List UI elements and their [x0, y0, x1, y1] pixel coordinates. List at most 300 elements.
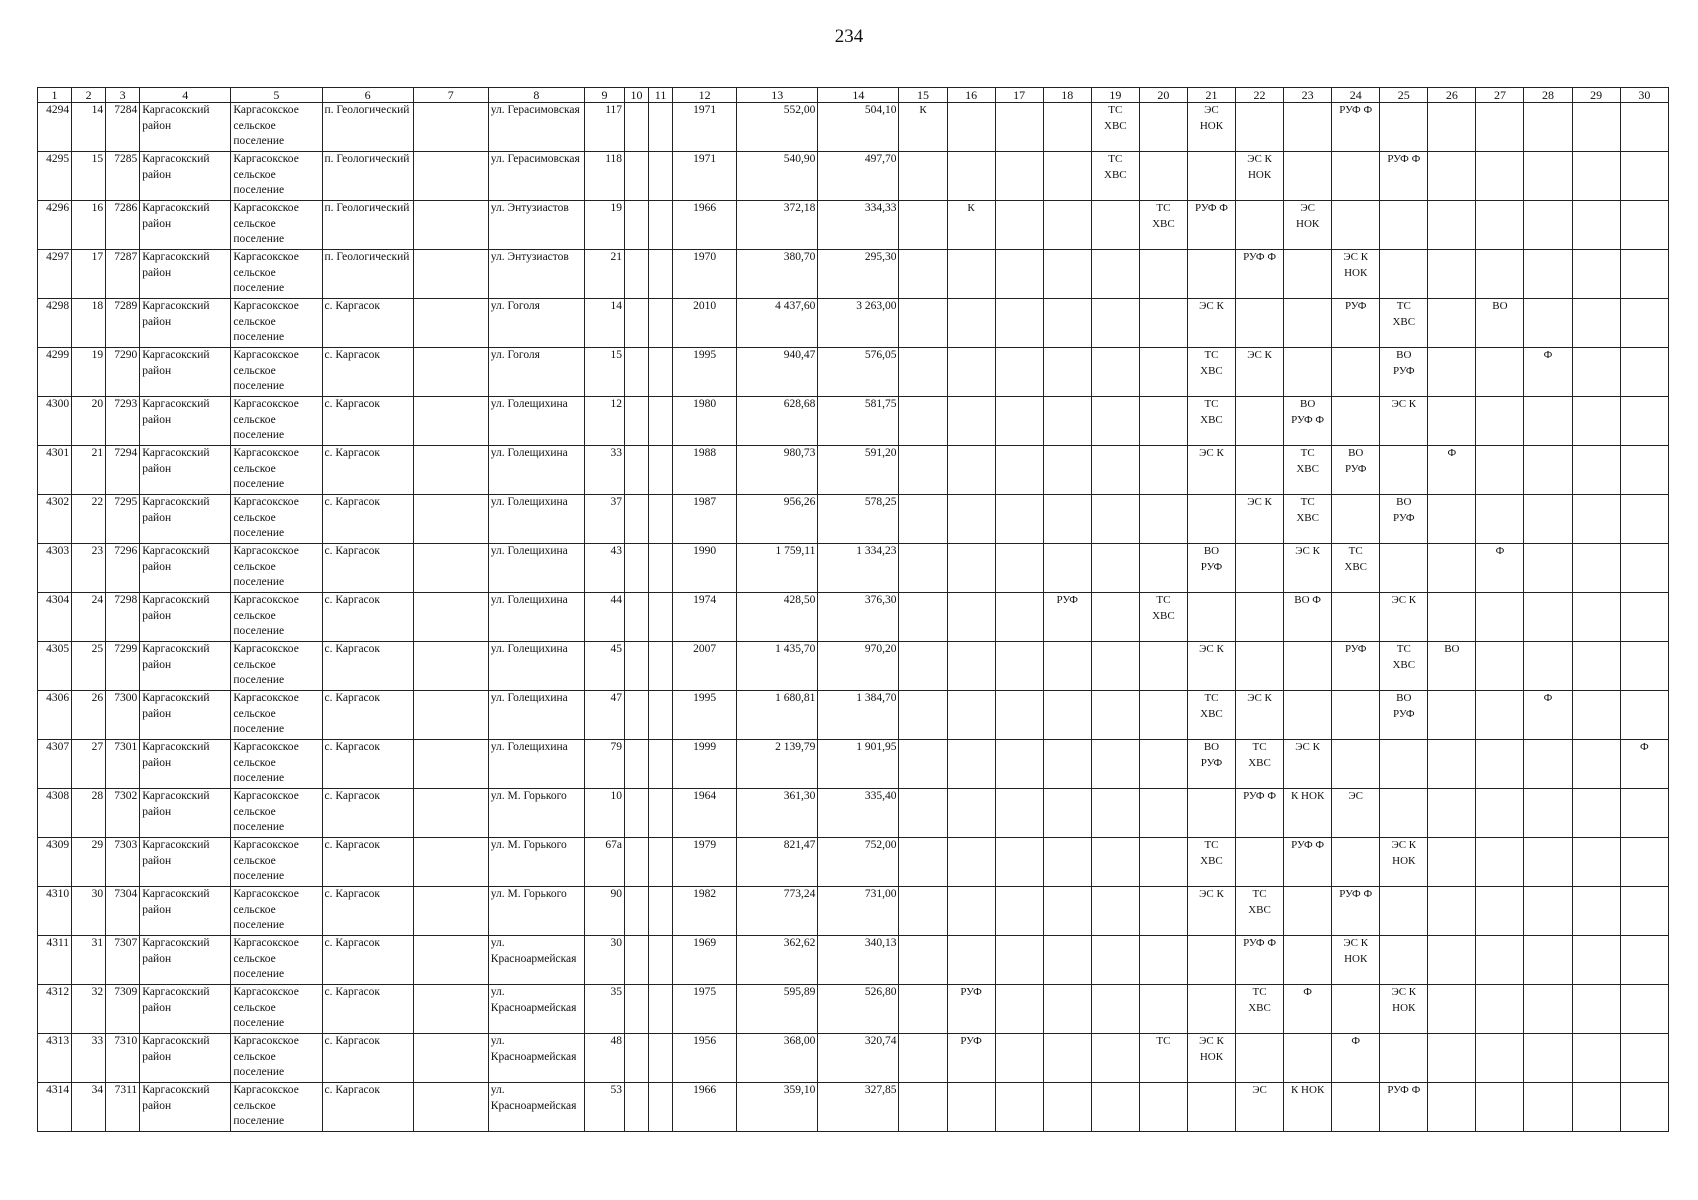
cell-col-14: 752,00 [818, 838, 899, 887]
cell-col-12: 1995 [673, 348, 737, 397]
cell-col-1: 4297 [38, 250, 72, 299]
cell-col-10 [625, 152, 649, 201]
cell-col-10 [625, 691, 649, 740]
cell-col-27 [1476, 740, 1524, 789]
cell-col-15 [899, 642, 947, 691]
cell-col-19 [1091, 936, 1139, 985]
cell-col-14: 970,20 [818, 642, 899, 691]
column-header-28: 28 [1524, 88, 1572, 103]
cell-col-5: Каргасокское сельское поселение [231, 446, 322, 495]
cell-col-24 [1332, 985, 1380, 1034]
cell-col-25: ТС ХВС [1380, 642, 1428, 691]
cell-col-20 [1139, 299, 1187, 348]
cell-col-14: 3 263,00 [818, 299, 899, 348]
cell-col-17 [995, 740, 1043, 789]
cell-col-2: 22 [72, 495, 106, 544]
cell-col-20 [1139, 642, 1187, 691]
cell-col-28 [1524, 152, 1572, 201]
cell-col-23 [1284, 348, 1332, 397]
cell-col-30 [1620, 789, 1668, 838]
cell-col-22: ЭС К [1236, 691, 1284, 740]
cell-col-24 [1332, 201, 1380, 250]
cell-col-2: 14 [72, 103, 106, 152]
column-header-4: 4 [140, 88, 231, 103]
cell-col-28 [1524, 299, 1572, 348]
cell-col-19 [1091, 691, 1139, 740]
cell-col-28 [1524, 642, 1572, 691]
cell-col-27 [1476, 593, 1524, 642]
cell-col-28: Ф [1524, 348, 1572, 397]
table-row [38, 348, 1669, 397]
cell-col-23 [1284, 936, 1332, 985]
cell-col-8: ул. Голещихина [488, 642, 584, 691]
cell-col-29 [1572, 544, 1620, 593]
cell-col-18 [1043, 299, 1091, 348]
cell-col-29 [1572, 495, 1620, 544]
cell-col-5: Каргасокское сельское поселение [231, 544, 322, 593]
cell-col-7 [413, 299, 488, 348]
cell-col-17 [995, 397, 1043, 446]
cell-col-6: с. Каргасок [322, 299, 413, 348]
cell-col-16 [947, 250, 995, 299]
cell-col-22: ЭС [1236, 1083, 1284, 1132]
cell-col-13: 1 759,11 [737, 544, 818, 593]
cell-col-13: 821,47 [737, 838, 818, 887]
cell-col-21 [1187, 936, 1235, 985]
cell-col-26 [1428, 1034, 1476, 1083]
cell-col-18 [1043, 152, 1091, 201]
cell-col-16: К [947, 201, 995, 250]
cell-col-10 [625, 593, 649, 642]
cell-col-14: 1 334,23 [818, 544, 899, 593]
cell-col-15 [899, 446, 947, 495]
cell-col-10 [625, 936, 649, 985]
cell-col-12: 1999 [673, 740, 737, 789]
cell-col-26 [1428, 544, 1476, 593]
cell-col-10 [625, 789, 649, 838]
column-header-23: 23 [1284, 88, 1332, 103]
cell-col-3: 7301 [106, 740, 140, 789]
column-header-5: 5 [231, 88, 322, 103]
column-header-20: 20 [1139, 88, 1187, 103]
cell-col-14: 504,10 [818, 103, 899, 152]
cell-col-9: 15 [584, 348, 624, 397]
cell-col-19 [1091, 838, 1139, 887]
cell-col-22 [1236, 446, 1284, 495]
column-header-17: 17 [995, 88, 1043, 103]
cell-col-16: РУФ [947, 1034, 995, 1083]
cell-col-22 [1236, 201, 1284, 250]
cell-col-22: ЭС К [1236, 495, 1284, 544]
cell-col-21: ЭС К [1187, 642, 1235, 691]
cell-col-22: РУФ Ф [1236, 936, 1284, 985]
cell-col-24 [1332, 348, 1380, 397]
cell-col-6: с. Каргасок [322, 887, 413, 936]
cell-col-9: 47 [584, 691, 624, 740]
table-row [38, 1083, 1669, 1132]
cell-col-9: 90 [584, 887, 624, 936]
cell-col-30 [1620, 1083, 1668, 1132]
cell-col-19 [1091, 642, 1139, 691]
cell-col-12: 1995 [673, 691, 737, 740]
cell-col-15 [899, 887, 947, 936]
cell-col-27 [1476, 985, 1524, 1034]
cell-col-11 [649, 250, 673, 299]
cell-col-24: РУФ [1332, 642, 1380, 691]
cell-col-15 [899, 691, 947, 740]
cell-col-1: 4302 [38, 495, 72, 544]
cell-col-24: ЭС К НОК [1332, 250, 1380, 299]
cell-col-10 [625, 397, 649, 446]
table-row [38, 740, 1669, 789]
cell-col-12: 1988 [673, 446, 737, 495]
table-row [38, 299, 1669, 348]
cell-col-8: ул. Гоголя [488, 299, 584, 348]
cell-col-6: с. Каргасок [322, 593, 413, 642]
cell-col-28: Ф [1524, 691, 1572, 740]
cell-col-17 [995, 1083, 1043, 1132]
column-header-22: 22 [1236, 88, 1284, 103]
cell-col-24 [1332, 838, 1380, 887]
cell-col-11 [649, 397, 673, 446]
cell-col-27: Ф [1476, 544, 1524, 593]
cell-col-8: ул. Голещихина [488, 691, 584, 740]
cell-col-26 [1428, 152, 1476, 201]
cell-col-25: ВО РУФ [1380, 348, 1428, 397]
cell-col-1: 4313 [38, 1034, 72, 1083]
cell-col-1: 4294 [38, 103, 72, 152]
cell-col-26 [1428, 495, 1476, 544]
cell-col-11 [649, 495, 673, 544]
table-row [38, 446, 1669, 495]
cell-col-16 [947, 936, 995, 985]
cell-col-28 [1524, 789, 1572, 838]
cell-col-15 [899, 936, 947, 985]
cell-col-4: Каргасокский район [140, 887, 231, 936]
cell-col-26 [1428, 838, 1476, 887]
cell-col-20 [1139, 152, 1187, 201]
cell-col-15 [899, 985, 947, 1034]
cell-col-7 [413, 103, 488, 152]
cell-col-7 [413, 789, 488, 838]
table-row [38, 691, 1669, 740]
cell-col-12: 1964 [673, 789, 737, 838]
cell-col-5: Каргасокское сельское поселение [231, 789, 322, 838]
cell-col-3: 7285 [106, 152, 140, 201]
cell-col-23 [1284, 152, 1332, 201]
cell-col-17 [995, 103, 1043, 152]
cell-col-1: 4306 [38, 691, 72, 740]
cell-col-14: 335,40 [818, 789, 899, 838]
cell-col-1: 4307 [38, 740, 72, 789]
table-row [38, 789, 1669, 838]
cell-col-17 [995, 838, 1043, 887]
cell-col-3: 7294 [106, 446, 140, 495]
cell-col-29 [1572, 887, 1620, 936]
cell-col-19 [1091, 348, 1139, 397]
column-header-25: 25 [1380, 88, 1428, 103]
cell-col-11 [649, 446, 673, 495]
page-number: 234 [834, 26, 864, 47]
cell-col-15 [899, 299, 947, 348]
cell-col-3: 7284 [106, 103, 140, 152]
cell-col-21: ТС ХВС [1187, 838, 1235, 887]
cell-col-20 [1139, 103, 1187, 152]
cell-col-2: 19 [72, 348, 106, 397]
cell-col-21 [1187, 152, 1235, 201]
cell-col-6: с. Каргасок [322, 691, 413, 740]
cell-col-15 [899, 152, 947, 201]
cell-col-17 [995, 446, 1043, 495]
cell-col-12: 1971 [673, 103, 737, 152]
cell-col-4: Каргасокский район [140, 985, 231, 1034]
cell-col-19 [1091, 446, 1139, 495]
cell-col-20 [1139, 691, 1187, 740]
cell-col-14: 327,85 [818, 1083, 899, 1132]
table-row [38, 495, 1669, 544]
column-header-27: 27 [1476, 88, 1524, 103]
cell-col-30 [1620, 201, 1668, 250]
cell-col-19 [1091, 1083, 1139, 1132]
cell-col-26 [1428, 1083, 1476, 1132]
cell-col-6: п. Геологический [322, 201, 413, 250]
cell-col-29 [1572, 103, 1620, 152]
cell-col-20 [1139, 1083, 1187, 1132]
cell-col-28 [1524, 985, 1572, 1034]
cell-col-7 [413, 691, 488, 740]
cell-col-6: с. Каргасок [322, 838, 413, 887]
cell-col-11 [649, 593, 673, 642]
cell-col-10 [625, 838, 649, 887]
cell-col-25: ТС ХВС [1380, 299, 1428, 348]
cell-col-13: 980,73 [737, 446, 818, 495]
cell-col-9: 12 [584, 397, 624, 446]
cell-col-15: К [899, 103, 947, 152]
cell-col-2: 33 [72, 1034, 106, 1083]
cell-col-5: Каргасокское сельское поселение [231, 936, 322, 985]
cell-col-10 [625, 985, 649, 1034]
cell-col-19 [1091, 593, 1139, 642]
cell-col-26 [1428, 691, 1476, 740]
cell-col-12: 1966 [673, 201, 737, 250]
cell-col-1: 4314 [38, 1083, 72, 1132]
cell-col-24: ЭС К НОК [1332, 936, 1380, 985]
cell-col-9: 33 [584, 446, 624, 495]
cell-col-18 [1043, 740, 1091, 789]
cell-col-26 [1428, 299, 1476, 348]
cell-col-27 [1476, 250, 1524, 299]
cell-col-21: ТС ХВС [1187, 691, 1235, 740]
cell-col-3: 7286 [106, 201, 140, 250]
cell-col-9: 30 [584, 936, 624, 985]
cell-col-16 [947, 299, 995, 348]
cell-col-25 [1380, 446, 1428, 495]
cell-col-19 [1091, 544, 1139, 593]
cell-col-20 [1139, 250, 1187, 299]
cell-col-14: 578,25 [818, 495, 899, 544]
cell-col-5: Каргасокское сельское поселение [231, 593, 322, 642]
cell-col-22: ТС ХВС [1236, 985, 1284, 1034]
cell-col-18: РУФ [1043, 593, 1091, 642]
cell-col-21: ВО РУФ [1187, 544, 1235, 593]
cell-col-3: 7304 [106, 887, 140, 936]
cell-col-30 [1620, 985, 1668, 1034]
column-header-14: 14 [818, 88, 899, 103]
cell-col-11 [649, 936, 673, 985]
cell-col-15 [899, 201, 947, 250]
cell-col-5: Каргасокское сельское поселение [231, 838, 322, 887]
cell-col-10 [625, 544, 649, 593]
cell-col-30: Ф [1620, 740, 1668, 789]
cell-col-13: 380,70 [737, 250, 818, 299]
column-header-29: 29 [1572, 88, 1620, 103]
cell-col-22: РУФ Ф [1236, 789, 1284, 838]
cell-col-2: 21 [72, 446, 106, 495]
cell-col-16 [947, 593, 995, 642]
column-header-9: 9 [584, 88, 624, 103]
cell-col-22 [1236, 593, 1284, 642]
cell-col-9: 14 [584, 299, 624, 348]
cell-col-18 [1043, 544, 1091, 593]
cell-col-29 [1572, 152, 1620, 201]
cell-col-12: 1969 [673, 936, 737, 985]
cell-col-24: РУФ Ф [1332, 887, 1380, 936]
cell-col-13: 361,30 [737, 789, 818, 838]
cell-col-9: 35 [584, 985, 624, 1034]
cell-col-2: 26 [72, 691, 106, 740]
table-row [38, 936, 1669, 985]
cell-col-19 [1091, 887, 1139, 936]
cell-col-4: Каргасокский район [140, 299, 231, 348]
cell-col-8: ул. М. Горького [488, 887, 584, 936]
cell-col-11 [649, 838, 673, 887]
cell-col-21: ЭС К [1187, 887, 1235, 936]
cell-col-7 [413, 250, 488, 299]
column-header-24: 24 [1332, 88, 1380, 103]
cell-col-20 [1139, 495, 1187, 544]
cell-col-9: 118 [584, 152, 624, 201]
cell-col-18 [1043, 250, 1091, 299]
cell-col-2: 34 [72, 1083, 106, 1132]
cell-col-4: Каргасокский район [140, 936, 231, 985]
cell-col-20: ТС ХВС [1139, 593, 1187, 642]
cell-col-5: Каргасокское сельское поселение [231, 201, 322, 250]
cell-col-25: ЭС К [1380, 593, 1428, 642]
cell-col-24 [1332, 495, 1380, 544]
cell-col-17 [995, 691, 1043, 740]
cell-col-25: ЭС К НОК [1380, 838, 1428, 887]
cell-col-25 [1380, 250, 1428, 299]
cell-col-19 [1091, 250, 1139, 299]
cell-col-30 [1620, 103, 1668, 152]
cell-col-18 [1043, 691, 1091, 740]
cell-col-29 [1572, 642, 1620, 691]
cell-col-28 [1524, 1083, 1572, 1132]
cell-col-3: 7293 [106, 397, 140, 446]
cell-col-9: 45 [584, 642, 624, 691]
cell-col-27 [1476, 838, 1524, 887]
cell-col-17 [995, 593, 1043, 642]
cell-col-11 [649, 544, 673, 593]
cell-col-5: Каргасокское сельское поселение [231, 348, 322, 397]
cell-col-6: с. Каргасок [322, 936, 413, 985]
cell-col-26 [1428, 348, 1476, 397]
cell-col-28 [1524, 838, 1572, 887]
cell-col-23: РУФ Ф [1284, 838, 1332, 887]
cell-col-21: ВО РУФ [1187, 740, 1235, 789]
cell-col-21: ТС ХВС [1187, 397, 1235, 446]
cell-col-18 [1043, 201, 1091, 250]
cell-col-1: 4299 [38, 348, 72, 397]
cell-col-25 [1380, 103, 1428, 152]
cell-col-23: ЭС К [1284, 740, 1332, 789]
cell-col-15 [899, 250, 947, 299]
cell-col-2: 31 [72, 936, 106, 985]
cell-col-29 [1572, 446, 1620, 495]
cell-col-4: Каргасокский район [140, 1034, 231, 1083]
column-header-16: 16 [947, 88, 995, 103]
cell-col-14: 334,33 [818, 201, 899, 250]
cell-col-6: с. Каргасок [322, 446, 413, 495]
cell-col-27 [1476, 887, 1524, 936]
cell-col-26 [1428, 740, 1476, 789]
cell-col-27 [1476, 691, 1524, 740]
cell-col-23: К НОК [1284, 789, 1332, 838]
cell-col-20 [1139, 740, 1187, 789]
cell-col-24: ТС ХВС [1332, 544, 1380, 593]
cell-col-18 [1043, 1034, 1091, 1083]
table-row [38, 544, 1669, 593]
cell-col-21: ЭС К [1187, 446, 1235, 495]
cell-col-29 [1572, 740, 1620, 789]
cell-col-21 [1187, 789, 1235, 838]
cell-col-22: ЭС К НОК [1236, 152, 1284, 201]
cell-col-26 [1428, 985, 1476, 1034]
cell-col-11 [649, 348, 673, 397]
table-row [38, 887, 1669, 936]
cell-col-23: ТС ХВС [1284, 495, 1332, 544]
cell-col-6: п. Геологический [322, 103, 413, 152]
cell-col-9: 117 [584, 103, 624, 152]
table-row [38, 250, 1669, 299]
cell-col-10 [625, 740, 649, 789]
cell-col-27 [1476, 201, 1524, 250]
cell-col-26 [1428, 397, 1476, 446]
cell-col-30 [1620, 152, 1668, 201]
cell-col-4: Каргасокский район [140, 250, 231, 299]
cell-col-17 [995, 544, 1043, 593]
cell-col-15 [899, 1034, 947, 1083]
cell-col-30 [1620, 642, 1668, 691]
cell-col-20 [1139, 838, 1187, 887]
cell-col-18 [1043, 495, 1091, 544]
cell-col-23: ЭС НОК [1284, 201, 1332, 250]
cell-col-2: 28 [72, 789, 106, 838]
cell-col-10 [625, 250, 649, 299]
cell-col-21: ЭС К НОК [1187, 1034, 1235, 1083]
cell-col-2: 20 [72, 397, 106, 446]
cell-col-29 [1572, 985, 1620, 1034]
cell-col-27 [1476, 642, 1524, 691]
cell-col-17 [995, 201, 1043, 250]
cell-col-7 [413, 495, 488, 544]
cell-col-17 [995, 495, 1043, 544]
cell-col-15 [899, 740, 947, 789]
cell-col-10 [625, 299, 649, 348]
column-header-15: 15 [899, 88, 947, 103]
cell-col-3: 7300 [106, 691, 140, 740]
cell-col-3: 7299 [106, 642, 140, 691]
